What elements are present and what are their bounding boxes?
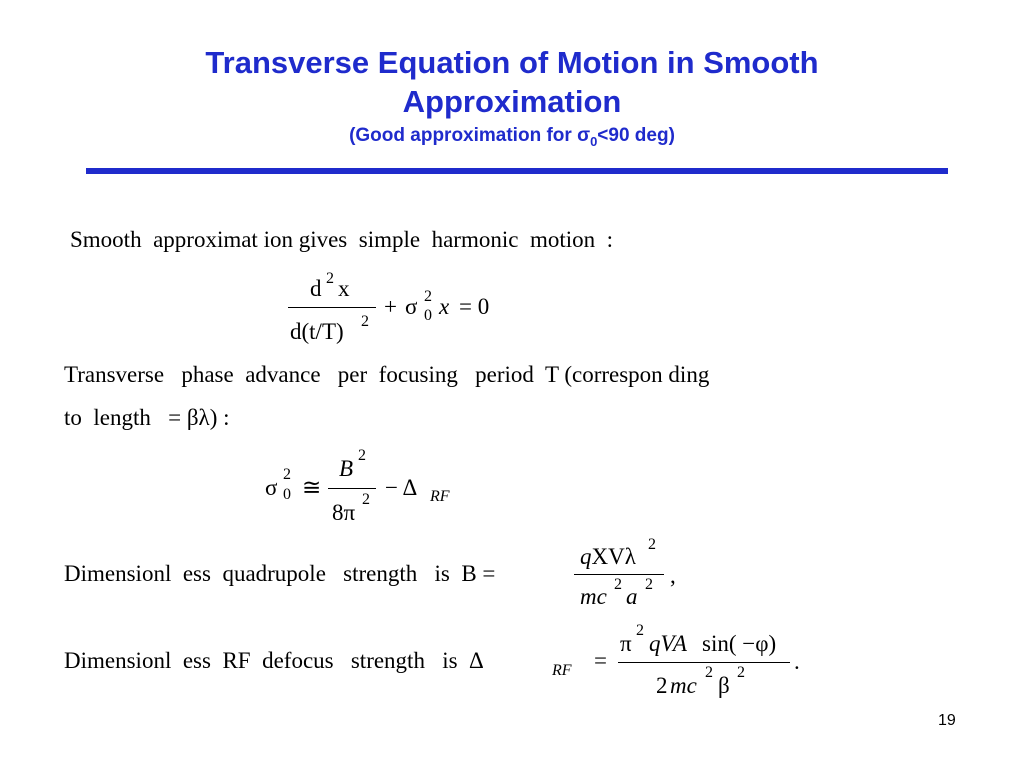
subtitle-sub: 0 (590, 133, 598, 149)
eq4-sub-rf: RF (552, 662, 572, 679)
eq4-den-2: 2 (656, 673, 668, 698)
eq4-fraction-bar (618, 662, 790, 663)
eq4-text: Dimensionl ess RF defocus strength is Δ (64, 648, 484, 673)
eq3-text: Dimensionl ess quadrupole strength is B = (64, 561, 496, 586)
eq1-equals-zero: = 0 (459, 294, 490, 319)
eq1-sigma: σ (405, 294, 418, 319)
subtitle-pre: (Good approximation for (349, 125, 578, 146)
eq1-sigma-sub: 0 (424, 307, 432, 324)
eq3-den-sup2: 2 (645, 576, 653, 593)
eq3-den-mc: mc (580, 584, 607, 609)
eq2-num-sup: 2 (358, 447, 366, 464)
eq1-den: d(t/T) (290, 319, 344, 344)
slide-subtitle (0, 124, 1024, 154)
eq1-fraction-bar (288, 307, 376, 308)
eq3-num-lambda: λ (624, 544, 636, 569)
eq1-num-sup: 2 (326, 270, 334, 287)
eq3-fraction-bar (574, 574, 664, 575)
eq1-num-x: x (338, 276, 350, 301)
eq1-plus: + (384, 294, 397, 319)
eq2-fraction-bar (328, 488, 376, 489)
subtitle-post: <90 deg) (597, 125, 675, 146)
eq4-num-sup: 2 (636, 622, 644, 639)
slide-title-line1: Transverse Equation of Motion in Smooth (205, 45, 819, 80)
eq2-den-sup: 2 (362, 491, 370, 508)
eq4-num-qva: qVA (649, 631, 687, 656)
eq3-den-a: a (626, 584, 638, 609)
eq4-den-sup1: 2 (705, 664, 713, 681)
eq4-period: . (794, 649, 800, 674)
title-underline (86, 168, 948, 174)
eq2-sigma: σ (265, 475, 278, 500)
page-number: 19 (938, 712, 956, 729)
eq2-text-line2: to length = βλ) : (64, 405, 230, 430)
eq2-sigma-sub: 0 (283, 486, 291, 503)
eq4-num-sin: sin( −φ) (702, 631, 777, 656)
eq1-sigma-sup: 2 (424, 288, 432, 305)
eq2-num-b: B (339, 456, 354, 481)
eq4-den-sup2: 2 (737, 664, 745, 681)
eq4-equals: = (594, 648, 607, 673)
eq4-den-beta: β (718, 673, 730, 698)
eq2-sigma-sup: 2 (283, 466, 291, 483)
slide-title-line2: Approximation (402, 84, 622, 119)
eq3-num-xv: XV (591, 544, 625, 569)
eq3-comma: , (670, 563, 676, 588)
eq3-den-sup1: 2 (614, 576, 622, 593)
eq2-den: 8π (332, 500, 356, 525)
eq2-minus-delta: − Δ (385, 475, 418, 500)
eq2-text-line1: Transverse phase advance per focusing period T (correspon ding (64, 362, 710, 387)
eq1-x: x (439, 294, 450, 319)
eq1-intro-text: Smooth approximat ion gives simple harmonic motion : (70, 227, 614, 252)
eq3-numerator (580, 543, 636, 571)
subtitle-sigma: σ (577, 125, 591, 146)
eq2-sub-rf: RF (430, 488, 450, 505)
eq1-den-sup: 2 (361, 313, 369, 330)
eq3-num-q: q (580, 544, 592, 569)
eq4-num-pi: π (620, 631, 632, 656)
eq4-den-mc: mc (670, 673, 697, 698)
eq3-num-sup: 2 (648, 536, 656, 553)
eq1-num-d: d (310, 276, 322, 301)
eq2-approx: ≅ (302, 475, 322, 500)
